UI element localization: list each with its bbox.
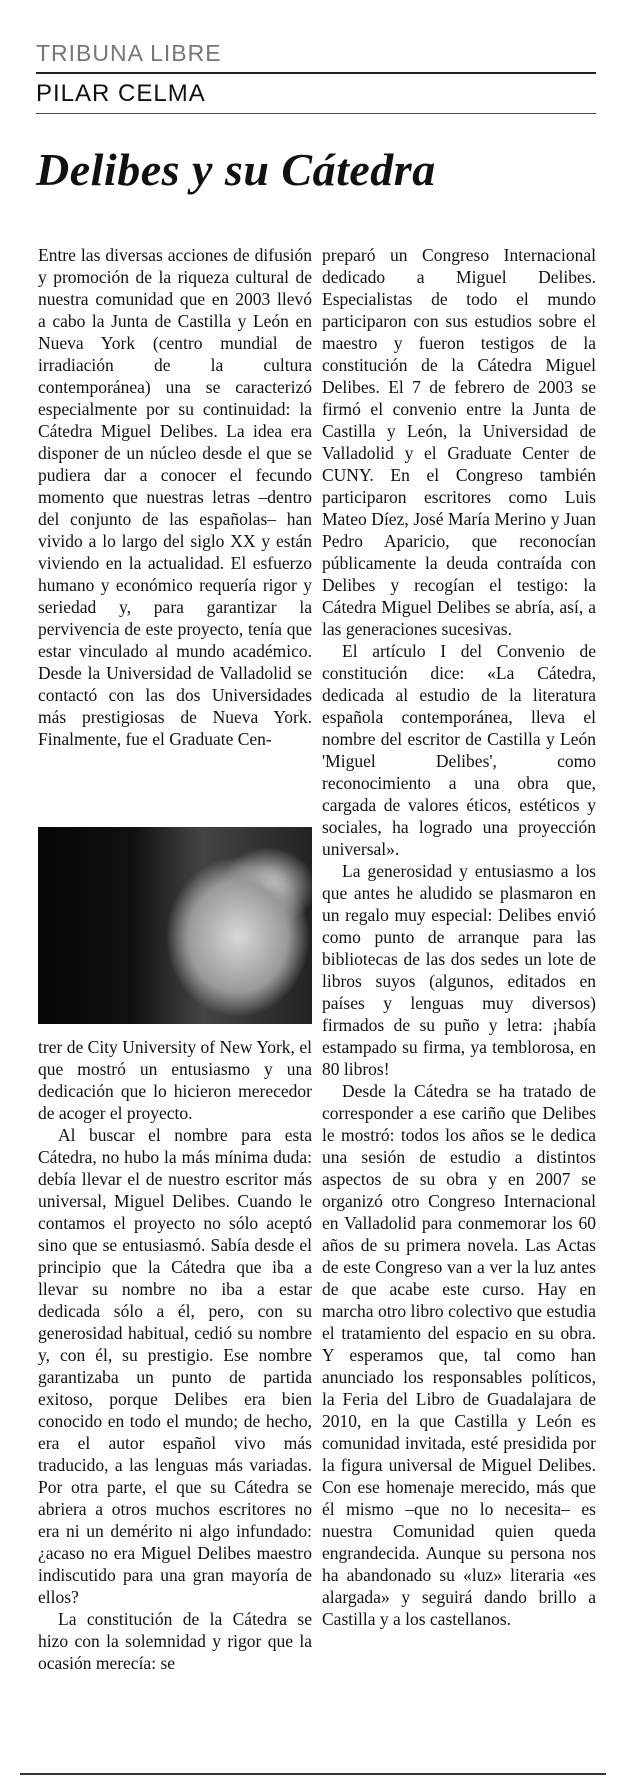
bottom-rule [20, 1773, 606, 1775]
paragraph: La generosidad y entusiasmo a los que antes he aludido se plasmaron en un regalo muy especial: Delibes envió como punto de arranque para las bibliotecas de las dos sedes un lote de libros suyos (algunos, editados en países y lenguas muy diversos) firmados de su puño y letra: ¡había estampado su firma, ya temblorosa, en 80 libros! [322, 861, 596, 1079]
section-label: TRIBUNA LIBRE [36, 40, 222, 66]
author-rule [36, 113, 596, 114]
author-name: PILAR CELMA [36, 80, 206, 107]
paragraph: Al buscar el nombre para esta Cátedra, no hubo la más mínima duda: debía llevar el de nuestro escritor más universal, Miguel Delibes. Cuando le contamos el proyecto no sólo aceptó sino que se entusiasmó. Sabía desde el principio que la Cátedra que iba a llevar su nombre no iba a estar dedicada sólo a él, pero, con su generosidad habitual, cedió su nombre y, con él, su prestigio. Ese nombre garantizaba un punto de partida exitoso, porque Delibes era bien conocido en todo el mundo; de hecho, era el autor español vivo más traducido, a las lenguas más variadas. Por otra parte, el que su Cátedra se abriera a otros muchos escritores no era ni un demérito ni algo infundado: ¿acaso no era Miguel Delibes maestro indiscutido para una gran mayoría de ellos? [38, 1125, 312, 1607]
portrait-photo [38, 827, 312, 1024]
paragraph: Entre las diversas acciones de difusión y promoción de la riqueza cultural de nuestra comunidad que en 2003 llevó a cabo la Junta de Castilla y León en Nueva York (centro mundial de irradiación de la cultura contemporánea) una se caracterizó especialmente por su continuidad: la Cátedra Miguel Delibes. La idea era disponer de un núcleo desde el que se pudiera dar a conocer el fecundo momento que nuestras letras –dentro del conjunto de las españolas– han vivido a lo largo del siglo XX y están viviendo en la actualidad. El esfuerzo humano y económico requería rigor y seriedad y, para garantizar la pervivencia de este proyecto, tenía que estar vinculado al mundo académico. Desde la Universidad de Valladolid se contactó con las dos Universidades más prestigiosas de Nueva York. Finalmente, fue el Graduate Cen- [38, 245, 312, 749]
column-1-top [38, 244, 312, 814]
paragraph: El artículo I del Convenio de constitución dice: «La Cátedra, dedicada al estudio de la literatura española contemporánea, lleva el nombre del escritor de Castilla y León 'Miguel Delibes', como reconocimiento a una obra que, cargada de valores éticos, estéticos y sociales, ha logrado una proyección universal». [322, 641, 596, 859]
paragraph: Desde la Cátedra se ha tratado de corresponder a ese cariño que Delibes le mostró: todos los años se le dedica una sesión de estudio a distintos aspectos de su obra y en 2007 se organizó otro Congreso Internacional en Valladolid para conmemorar los 60 años de su primera novela. Las Actas de este Congreso van a ver la luz antes de que acabe este curso. Hay en marcha otro libro colectivo que estudia el tratamiento del espacio en su obra. Y esperamos que, tal como han anunciado los responsables políticos, la Feria del Libro de Guadalajara de 2010, en la que Castilla y León es comunidad invitada, esté presidida por la figura universal de Miguel Delibes. Con ese homenaje merecido, más que él mismo –que no lo necesita– es nuestra Comunidad quien queda engrandecida. Aunque su persona nos ha abandonado su «luz» literaria «es alargada» y seguirá dando brillo a Castilla y a los castellanos. [322, 1081, 596, 1629]
paragraph: La constitución de la Cátedra se hizo con la solemnidad y rigor que la ocasión merecía: se [38, 1609, 312, 1673]
top-rule [36, 72, 596, 74]
paragraph: trer de City University of New York, el que mostró un entusiasmo y una dedicación que lo hicieron merecedor de acoger el proyecto. [38, 1037, 312, 1123]
paragraph: preparó un Congreso Internacional dedicado a Miguel Delibes. Especialistas de todo el mundo participaron con sus estudios sobre el maestro y fueron testigos de la constitución de la Cátedra Miguel Delibes. El 7 de febrero de 2003 se firmó el convenio entre la Junta de Castilla y León, la Universidad de Valladolid y el Graduate Center de CUNY. En el Congreso también participaron escritores como Luis Mateo Díez, José María Merino y Juan Pedro Aparicio, que reconocían públicamente la deuda contraída con Delibes y recogían el testigo: la Cátedra Miguel Delibes se abría, así, a las generaciones sucesivas. [322, 245, 596, 639]
column-2 [322, 244, 596, 1764]
column-1-bottom [38, 1036, 312, 1756]
headline: Delibes y su Cátedra [36, 144, 436, 195]
